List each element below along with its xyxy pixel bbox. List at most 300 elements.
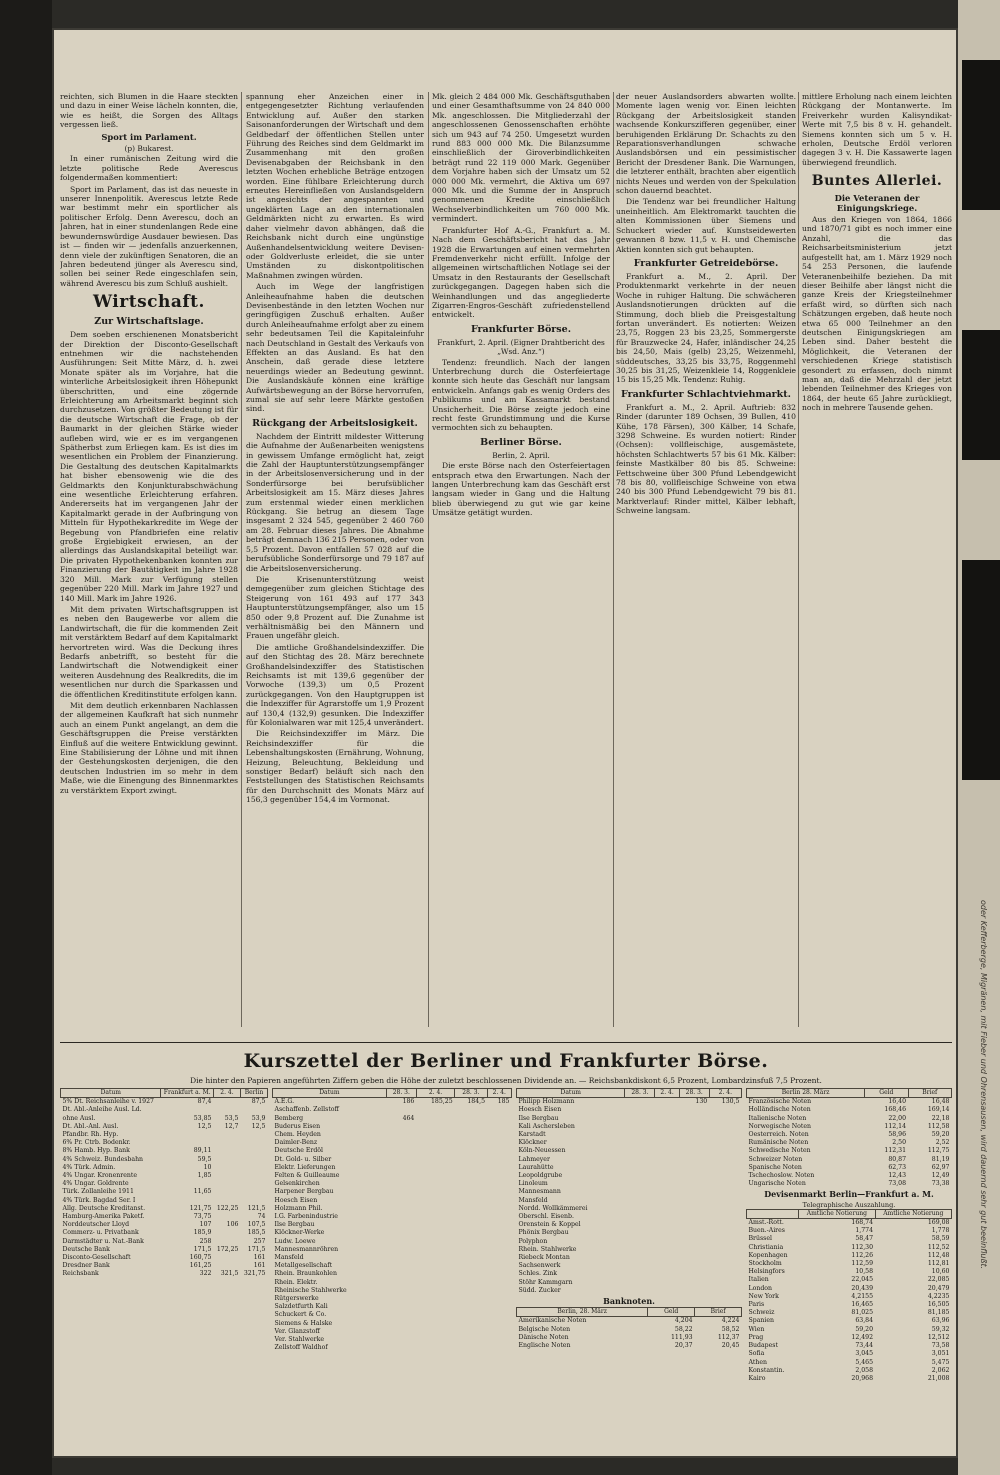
column-1 bbox=[60, 92, 238, 1032]
table-row bbox=[273, 1270, 512, 1278]
quote-cell bbox=[487, 1287, 511, 1295]
quote-cell bbox=[709, 1270, 741, 1278]
t4-geld: Geld bbox=[865, 1089, 908, 1098]
quote-cell bbox=[679, 1254, 709, 1262]
quote-cell bbox=[213, 1229, 240, 1237]
security-name: ohne Ausl. bbox=[62, 1114, 96, 1122]
quote-cell bbox=[416, 1270, 454, 1278]
security-name: Spanische Noten bbox=[748, 1163, 802, 1171]
table-row bbox=[517, 1279, 742, 1287]
quote-cell bbox=[455, 1147, 487, 1155]
table-row bbox=[273, 1303, 512, 1311]
intro-paragraph: reichten, sich Blumen in die Haare steckten und dazu in einer Weise lächeln konnten, die, wie es heißt, die Sorgen des Alltags vergessen ließ. bbox=[60, 92, 238, 130]
security-name: Dänische Noten bbox=[518, 1333, 569, 1341]
heading-sport: Sport im Parlament. bbox=[101, 131, 197, 142]
security-name: Schuckert & Co. bbox=[274, 1311, 327, 1319]
security-name: Philipp Holzmann bbox=[518, 1098, 575, 1106]
quote-cell: 171,5 bbox=[247, 1245, 266, 1253]
table-row bbox=[273, 1336, 512, 1344]
table-row bbox=[517, 1172, 742, 1180]
table-row bbox=[517, 1098, 742, 1107]
quote-cell bbox=[416, 1164, 454, 1172]
quote-cell: 121,5 bbox=[247, 1204, 266, 1212]
table-row bbox=[61, 1180, 268, 1188]
heading-berliner-boerse: Berliner Börse. bbox=[480, 436, 562, 448]
quote-cell bbox=[655, 1254, 679, 1262]
quote-cell: 16,465 bbox=[851, 1301, 874, 1309]
quote-cell: 185,9 bbox=[193, 1229, 212, 1237]
table-row bbox=[273, 1229, 512, 1237]
quote-cell bbox=[386, 1287, 416, 1295]
table-row bbox=[747, 1123, 952, 1131]
quote-cell: 10,58 bbox=[855, 1268, 874, 1276]
security-name: Holländische Noten bbox=[748, 1106, 811, 1114]
quote-cell bbox=[625, 1106, 655, 1114]
quote-cell: 63,84 bbox=[855, 1317, 874, 1325]
table-row bbox=[273, 1123, 512, 1131]
quote-cell: 186 bbox=[402, 1098, 415, 1106]
banknoten-geld: Geld bbox=[648, 1308, 695, 1317]
quote-cell: 169,08 bbox=[927, 1219, 950, 1227]
security-name: Französische Noten bbox=[748, 1098, 812, 1106]
quote-cell bbox=[213, 1213, 240, 1221]
table-row bbox=[273, 1156, 512, 1164]
quote-cell bbox=[161, 1197, 213, 1205]
quote-cell bbox=[679, 1139, 709, 1147]
security-name: Rütgerswerke bbox=[274, 1295, 319, 1303]
quote-cell: 161 bbox=[253, 1262, 266, 1270]
quote-cell bbox=[416, 1246, 454, 1254]
security-name: Allg. Deutsche Kreditanst. bbox=[62, 1204, 146, 1212]
security-name: London bbox=[748, 1284, 772, 1292]
security-name: Orenstein & Koppel bbox=[518, 1221, 581, 1229]
quote-cell: 4,2155 bbox=[851, 1292, 874, 1300]
quote-cell bbox=[655, 1115, 679, 1123]
quote-cell bbox=[679, 1213, 709, 1221]
security-name: Hoesch Eisen bbox=[518, 1106, 562, 1114]
quote-cell bbox=[487, 1303, 511, 1311]
quote-cell: 184,5 bbox=[467, 1098, 486, 1106]
security-name: Helsingfors bbox=[748, 1268, 785, 1276]
security-name: Konstantin. bbox=[748, 1366, 785, 1374]
quote-cell bbox=[625, 1270, 655, 1278]
table-row bbox=[747, 1326, 952, 1334]
quote-cell: 12,49 bbox=[931, 1172, 950, 1180]
quote-cell bbox=[416, 1238, 454, 1246]
quote-cell bbox=[386, 1106, 416, 1114]
quote-cell: 112,14 bbox=[884, 1122, 907, 1130]
quote-cell bbox=[655, 1106, 679, 1114]
quote-cell bbox=[625, 1213, 655, 1221]
quote-cell bbox=[487, 1197, 511, 1205]
table-row bbox=[517, 1270, 742, 1278]
security-name: Prag bbox=[748, 1333, 764, 1341]
quote-cell: 2,52 bbox=[935, 1139, 950, 1147]
quote-cell bbox=[386, 1156, 416, 1164]
quote-cell bbox=[386, 1295, 416, 1303]
quote-cell bbox=[625, 1279, 655, 1287]
quote-cell bbox=[416, 1311, 454, 1319]
col-d1: 28. 3. bbox=[679, 1089, 709, 1098]
quote-cell bbox=[487, 1123, 511, 1131]
quote-cell bbox=[709, 1123, 741, 1131]
quote-cell bbox=[455, 1279, 487, 1287]
quote-cell bbox=[625, 1180, 655, 1188]
quote-cell bbox=[625, 1098, 655, 1107]
quote-cell: 2,058 bbox=[855, 1366, 874, 1374]
quote-cell bbox=[487, 1311, 511, 1319]
quote-cell bbox=[416, 1123, 454, 1131]
t4-head: Berlin 28. März bbox=[747, 1089, 865, 1098]
quote-cell bbox=[625, 1287, 655, 1295]
security-name: Commerz- u. Privatbank bbox=[62, 1229, 139, 1237]
col-frankfurt: Frankfurt a. M. bbox=[161, 1089, 213, 1098]
paragraph: In einer rumänischen Zeitung wird die letzte politische Rede Averescus folgendermaßen kommentiert: bbox=[60, 154, 238, 183]
quote-cell: 160,75 bbox=[189, 1254, 212, 1262]
quote-cell bbox=[213, 1164, 240, 1172]
quote-cell bbox=[487, 1246, 511, 1254]
quote-cell bbox=[655, 1213, 679, 1221]
quote-cell bbox=[655, 1131, 679, 1139]
security-name: Rhein. Elektr. bbox=[274, 1278, 318, 1286]
quote-cell bbox=[213, 1254, 240, 1262]
quote-cell: 112,31 bbox=[884, 1147, 907, 1155]
quote-cell: 21,008 bbox=[927, 1374, 950, 1382]
security-name: Ver. Stahlwerke bbox=[274, 1336, 324, 1344]
quote-cell bbox=[213, 1197, 240, 1205]
security-name: Laurahütte bbox=[518, 1163, 554, 1171]
table-row bbox=[61, 1123, 268, 1131]
quote-cell: 87,5 bbox=[251, 1098, 266, 1106]
col-d2: 2. 4. bbox=[655, 1089, 679, 1098]
table-row bbox=[61, 1221, 268, 1229]
quote-cell bbox=[679, 1147, 709, 1155]
quote-cell: 59,5 bbox=[197, 1155, 212, 1163]
table-row bbox=[61, 1139, 268, 1147]
security-name: Brüssel bbox=[748, 1235, 772, 1243]
security-name: Dt. Abl.-Anleihe Ausl. Ld. bbox=[62, 1106, 142, 1114]
quote-cell bbox=[455, 1320, 487, 1328]
security-name: Bemberg bbox=[274, 1114, 304, 1122]
banknoten-head: Berlin, 28. März bbox=[517, 1308, 648, 1317]
quote-cell bbox=[416, 1205, 454, 1213]
quote-cell: 185 bbox=[497, 1098, 510, 1106]
table-row bbox=[273, 1172, 512, 1180]
column-3 bbox=[432, 92, 610, 1032]
quote-cell bbox=[709, 1262, 741, 1270]
quote-cell bbox=[455, 1254, 487, 1262]
table-row bbox=[517, 1229, 742, 1237]
quote-cell bbox=[416, 1295, 454, 1303]
security-name: Ungarische Noten bbox=[748, 1180, 806, 1188]
quote-cell bbox=[709, 1246, 741, 1254]
security-name: Paris bbox=[748, 1301, 765, 1309]
table-row bbox=[747, 1235, 952, 1243]
security-name: Köln-Neuessen bbox=[518, 1147, 566, 1155]
quote-cell bbox=[455, 1139, 487, 1147]
scan-left-edge bbox=[0, 0, 52, 1475]
quote-cell: 10,60 bbox=[931, 1268, 950, 1276]
quote-cell: 161,25 bbox=[189, 1262, 212, 1270]
quote-cell bbox=[455, 1205, 487, 1213]
paragraph: Die Krisenunterstützung weist demgegenüber zum gleichen Stichtage des Steigerung von 161 493 auf 177 343 Hauptunterstützungsempfänger, also um 15 850 oder 9,8 Prozent auf. Die Zunahme ist verhältnismäßig bei den Männern und Frauen ungefähr gleich. bbox=[246, 574, 424, 641]
quote-cell bbox=[416, 1106, 454, 1114]
quote-cell bbox=[213, 1188, 240, 1196]
heading-wirtschaft: Wirtschaft. bbox=[93, 292, 205, 313]
quote-cell bbox=[386, 1270, 416, 1278]
quote-cell bbox=[455, 1270, 487, 1278]
security-name: Hamburg-Amerika Paketf. bbox=[62, 1213, 145, 1221]
quote-cell: 59,32 bbox=[931, 1325, 950, 1333]
heading-buntes-allerlei: Buntes Allerlei. bbox=[811, 173, 943, 190]
devisen-head-a: Amtliche Notierung bbox=[799, 1209, 875, 1218]
quote-table-4 bbox=[746, 1088, 952, 1418]
table-row bbox=[517, 1205, 742, 1213]
quote-cell: 111,93 bbox=[670, 1333, 693, 1341]
quote-cell bbox=[487, 1115, 511, 1123]
table-row bbox=[747, 1227, 952, 1235]
quote-cell: 257 bbox=[253, 1237, 266, 1245]
quote-cell bbox=[161, 1139, 213, 1147]
quote-cell bbox=[416, 1147, 454, 1155]
quote-cell bbox=[455, 1287, 487, 1295]
col-d2: 2. 4. bbox=[709, 1089, 741, 1098]
security-name: Kairo bbox=[748, 1374, 766, 1382]
table-row bbox=[747, 1317, 952, 1325]
security-name: Türk. Zollanleihe 1911 bbox=[62, 1188, 134, 1196]
quote-cell: 121,75 bbox=[189, 1204, 212, 1212]
table-row bbox=[273, 1221, 512, 1229]
quote-cell bbox=[240, 1172, 267, 1180]
quote-cell bbox=[386, 1246, 416, 1254]
security-name: Klöckner-Werke bbox=[274, 1229, 325, 1237]
table-row bbox=[273, 1262, 512, 1270]
heading-getreideboerse: Frankfurter Getreidebörse. bbox=[633, 257, 779, 269]
security-name: Oberschl. Eisenb. bbox=[518, 1213, 574, 1221]
quote-cell bbox=[487, 1295, 511, 1303]
quote-cell: 5,465 bbox=[855, 1358, 874, 1366]
security-name: 6% Pr. Ctrb. Bodenkr. bbox=[62, 1139, 131, 1147]
quote-cell bbox=[386, 1131, 416, 1139]
security-name: 5% Dt. Reichsanleihe v. 1927 bbox=[62, 1098, 154, 1106]
quote-cell bbox=[655, 1287, 679, 1295]
quote-cell: 20,45 bbox=[721, 1342, 740, 1350]
table-row bbox=[747, 1276, 952, 1284]
quote-cell bbox=[213, 1180, 240, 1188]
quote-cell bbox=[655, 1188, 679, 1196]
quote-cell bbox=[240, 1139, 267, 1147]
quote-cell bbox=[709, 1287, 741, 1295]
quote-cell bbox=[709, 1279, 741, 1287]
quote-cell bbox=[161, 1180, 213, 1188]
quote-cell bbox=[455, 1328, 487, 1336]
paragraph: Aus den Kriegen von 1864, 1866 und 1870/71 gibt es noch immer eine Anzahl, die das Reichsarbeitsministerium jetzt aufgestellt hat, am 1. März 1929 noch 54 253 Personen, die laufende Veteranenbeihilfe beziehen. Da mit dieser Beihilfe aber längst nicht die ganze Kreis der Kriegsteilnehmer erfaßt wird, so dürften sich nach Schätzungen ergeben, daß heute noch etwa 65 000 Teilnehmer an den deutschen Einigungskriegen am Leben sind. Daher besteht die Möglichkeit, die Veteranen der verschiedenen Kriege statistisch gesondert zu erfassen, doch nimmt man an, daß die Mehrzahl der jetzt lebenden Teilnehmer des Krieges von 1864, der heute 65 Jahre zurückliegt, noch in mehrere Tausende gehen. bbox=[802, 215, 952, 413]
quote-cell bbox=[240, 1156, 267, 1164]
quote-cell bbox=[416, 1197, 454, 1205]
quote-cell bbox=[487, 1172, 511, 1180]
quote-cell bbox=[386, 1172, 416, 1180]
heading-rueckgang: Rückgang der Arbeitslosigkeit. bbox=[252, 417, 418, 429]
quote-table-1 bbox=[60, 1088, 268, 1418]
quote-cell bbox=[709, 1147, 741, 1155]
quote-cell bbox=[709, 1221, 741, 1229]
quote-cell: 5,475 bbox=[931, 1358, 950, 1366]
quote-cell: 62,73 bbox=[888, 1163, 907, 1171]
security-name: Lahmeyer bbox=[518, 1155, 550, 1163]
quote-cell bbox=[709, 1180, 741, 1188]
quote-cell bbox=[455, 1295, 487, 1303]
quote-cell bbox=[386, 1336, 416, 1344]
quote-cell bbox=[709, 1213, 741, 1221]
quote-cell bbox=[161, 1106, 213, 1114]
col-d1: 28. 3. bbox=[625, 1089, 655, 1098]
quote-cell: 80,87 bbox=[888, 1155, 907, 1163]
col-berlin: Berlin bbox=[240, 1089, 267, 1098]
quote-cell bbox=[625, 1115, 655, 1123]
quote-cell: 12,5 bbox=[197, 1122, 212, 1130]
security-name: Ludw. Loewe bbox=[274, 1237, 316, 1245]
security-name: Daimler-Benz bbox=[274, 1139, 318, 1147]
quote-cell: 73,08 bbox=[888, 1180, 907, 1188]
quote-cell bbox=[455, 1106, 487, 1114]
quote-cell bbox=[625, 1254, 655, 1262]
paragraph: Frankfurt a. M., 2. April. Der Produktenmarkt verkehrte in der neuen Woche in ruhiger Haltung. Die schwächeren Auslandsnotierungen drückten auf die Stimmung, doch blieb die Preisgestaltung fortan unverändert. Es notierten: Weizen 23,75, Roggen 23 bis 23,25, Sommergerste für Brauzwecke 24, Hafer, inländischer 24,25 bis 24,50, Mais (gelb) 23,25, Weizenmehl, süddeutsches, 33,25 bis 33,75, Roggenmehl 30,25 bis 31,25, Weizenkleie 14, Roggenkleie 15 bis 15,25 Mk. Tendenz: Ruhig. bbox=[616, 271, 796, 385]
security-name: Phönix Bergbau bbox=[518, 1229, 569, 1237]
col-datum: Datum bbox=[517, 1089, 625, 1098]
security-name: Stöhr Kammgarn bbox=[518, 1278, 573, 1286]
quote-cell bbox=[709, 1197, 741, 1205]
col-d2: 2. 4. bbox=[487, 1089, 511, 1098]
paragraph: Die Tendenz war bei freundlicher Haltung uneinheitlich. Am Elektromarkt tauchten die alten Kommissionen über Siemens und Schuckert wieder auf. Kunstseidewerten gewannen 8 bzw. 11,5 v. H. und Chemische Aktien konnten sich gut behaupten. bbox=[616, 197, 796, 254]
table-row bbox=[747, 1164, 952, 1172]
security-name: Stockholm bbox=[748, 1260, 782, 1268]
quote-cell: 112,26 bbox=[851, 1251, 874, 1259]
security-name: Rumänische Noten bbox=[748, 1139, 809, 1147]
quote-cell: 12,7 bbox=[224, 1122, 239, 1130]
column-5 bbox=[802, 92, 952, 1032]
dateline-bukarest: (p) Bukarest. bbox=[124, 144, 174, 154]
quote-cell: 321,5 bbox=[220, 1270, 239, 1278]
security-name: Italien bbox=[748, 1276, 769, 1284]
quote-cell bbox=[455, 1336, 487, 1344]
security-name: Salzdetfurth Kali bbox=[274, 1303, 328, 1311]
table-row bbox=[517, 1139, 742, 1147]
table-row bbox=[273, 1180, 512, 1188]
quote-cell bbox=[625, 1139, 655, 1147]
quote-cell bbox=[386, 1254, 416, 1262]
table-row bbox=[747, 1367, 952, 1375]
quote-cell bbox=[487, 1213, 511, 1221]
quote-cell: 20,439 bbox=[851, 1284, 874, 1292]
security-name: Athen bbox=[748, 1358, 767, 1366]
heading-schlachtviehmarkt: Frankfurter Schlachtviehmarkt. bbox=[621, 388, 791, 400]
security-name: Spanien bbox=[748, 1317, 774, 1325]
table-row bbox=[61, 1098, 268, 1107]
table-row bbox=[61, 1106, 268, 1114]
table-row bbox=[273, 1139, 512, 1147]
quote-cell bbox=[240, 1188, 267, 1196]
quote-cell bbox=[709, 1115, 741, 1123]
quote-cell: 53,9 bbox=[251, 1114, 266, 1122]
quote-cell bbox=[625, 1205, 655, 1213]
quote-cell: 12,43 bbox=[888, 1172, 907, 1180]
quote-cell: 73,75 bbox=[193, 1213, 212, 1221]
quote-cell: 74 bbox=[257, 1213, 266, 1221]
quote-cell bbox=[679, 1115, 709, 1123]
quote-cell bbox=[625, 1164, 655, 1172]
security-name: Sachsenwerk bbox=[518, 1262, 561, 1270]
quote-cell bbox=[416, 1262, 454, 1270]
quote-cell: 112,59 bbox=[851, 1260, 874, 1268]
quote-cell bbox=[386, 1123, 416, 1131]
security-name: Belgische Noten bbox=[518, 1325, 571, 1333]
table-row bbox=[517, 1131, 742, 1139]
security-name: Rhein. Braunkohlen bbox=[274, 1270, 337, 1278]
quote-cell bbox=[487, 1139, 511, 1147]
quote-cell: 112,52 bbox=[927, 1243, 950, 1251]
security-name: Deutsche Erdöl bbox=[274, 1147, 323, 1155]
quote-cell: 112,75 bbox=[927, 1147, 950, 1155]
devisen-subtitle: Telegraphische Auszahlung. bbox=[802, 1200, 896, 1209]
table-row bbox=[747, 1252, 952, 1260]
quote-cell bbox=[625, 1262, 655, 1270]
table-row bbox=[517, 1326, 742, 1334]
table-row bbox=[61, 1188, 268, 1196]
table-row bbox=[747, 1219, 952, 1228]
table-row bbox=[61, 1246, 268, 1254]
column-2 bbox=[246, 92, 424, 1032]
quote-cell: 168,46 bbox=[884, 1106, 907, 1114]
quote-cell: 81,185 bbox=[927, 1309, 950, 1317]
quote-cell bbox=[455, 1123, 487, 1131]
table-row bbox=[273, 1197, 512, 1205]
quote-cell bbox=[213, 1139, 240, 1147]
security-name: Felten & Guilleaume bbox=[274, 1172, 340, 1180]
quote-cell: 12,5 bbox=[251, 1122, 266, 1130]
table-row bbox=[61, 1172, 268, 1180]
quote-cell: 112,37 bbox=[717, 1333, 740, 1341]
table-row bbox=[273, 1320, 512, 1328]
security-name: Mannesmann bbox=[518, 1188, 561, 1196]
security-name: Südd. Zucker bbox=[518, 1286, 561, 1294]
quote-cell: 58,22 bbox=[674, 1325, 693, 1333]
quote-cell bbox=[386, 1238, 416, 1246]
quote-cell: 2,062 bbox=[931, 1366, 950, 1374]
quote-cell: 1,774 bbox=[855, 1227, 874, 1235]
quote-cell: 185,25 bbox=[431, 1098, 453, 1106]
quote-cell bbox=[709, 1238, 741, 1246]
quote-cell bbox=[625, 1131, 655, 1139]
quote-cell bbox=[709, 1131, 741, 1139]
security-name: Tschechoslow. Noten bbox=[748, 1172, 815, 1180]
quote-cell: 87,4 bbox=[197, 1098, 212, 1106]
table-row bbox=[61, 1229, 268, 1237]
quote-cell bbox=[655, 1205, 679, 1213]
table-row bbox=[273, 1295, 512, 1303]
quote-cell bbox=[416, 1172, 454, 1180]
table-row bbox=[517, 1287, 742, 1295]
quote-cell bbox=[386, 1139, 416, 1147]
quote-cell bbox=[213, 1156, 240, 1164]
quote-cell bbox=[625, 1197, 655, 1205]
security-name: Dt. Gold- u. Silber bbox=[274, 1155, 332, 1163]
quote-cell bbox=[679, 1106, 709, 1114]
table-row bbox=[61, 1164, 268, 1172]
quote-cell: 3,051 bbox=[931, 1350, 950, 1358]
security-name: Italienische Noten bbox=[748, 1114, 807, 1122]
quote-cell bbox=[416, 1229, 454, 1237]
table-row bbox=[747, 1350, 952, 1358]
